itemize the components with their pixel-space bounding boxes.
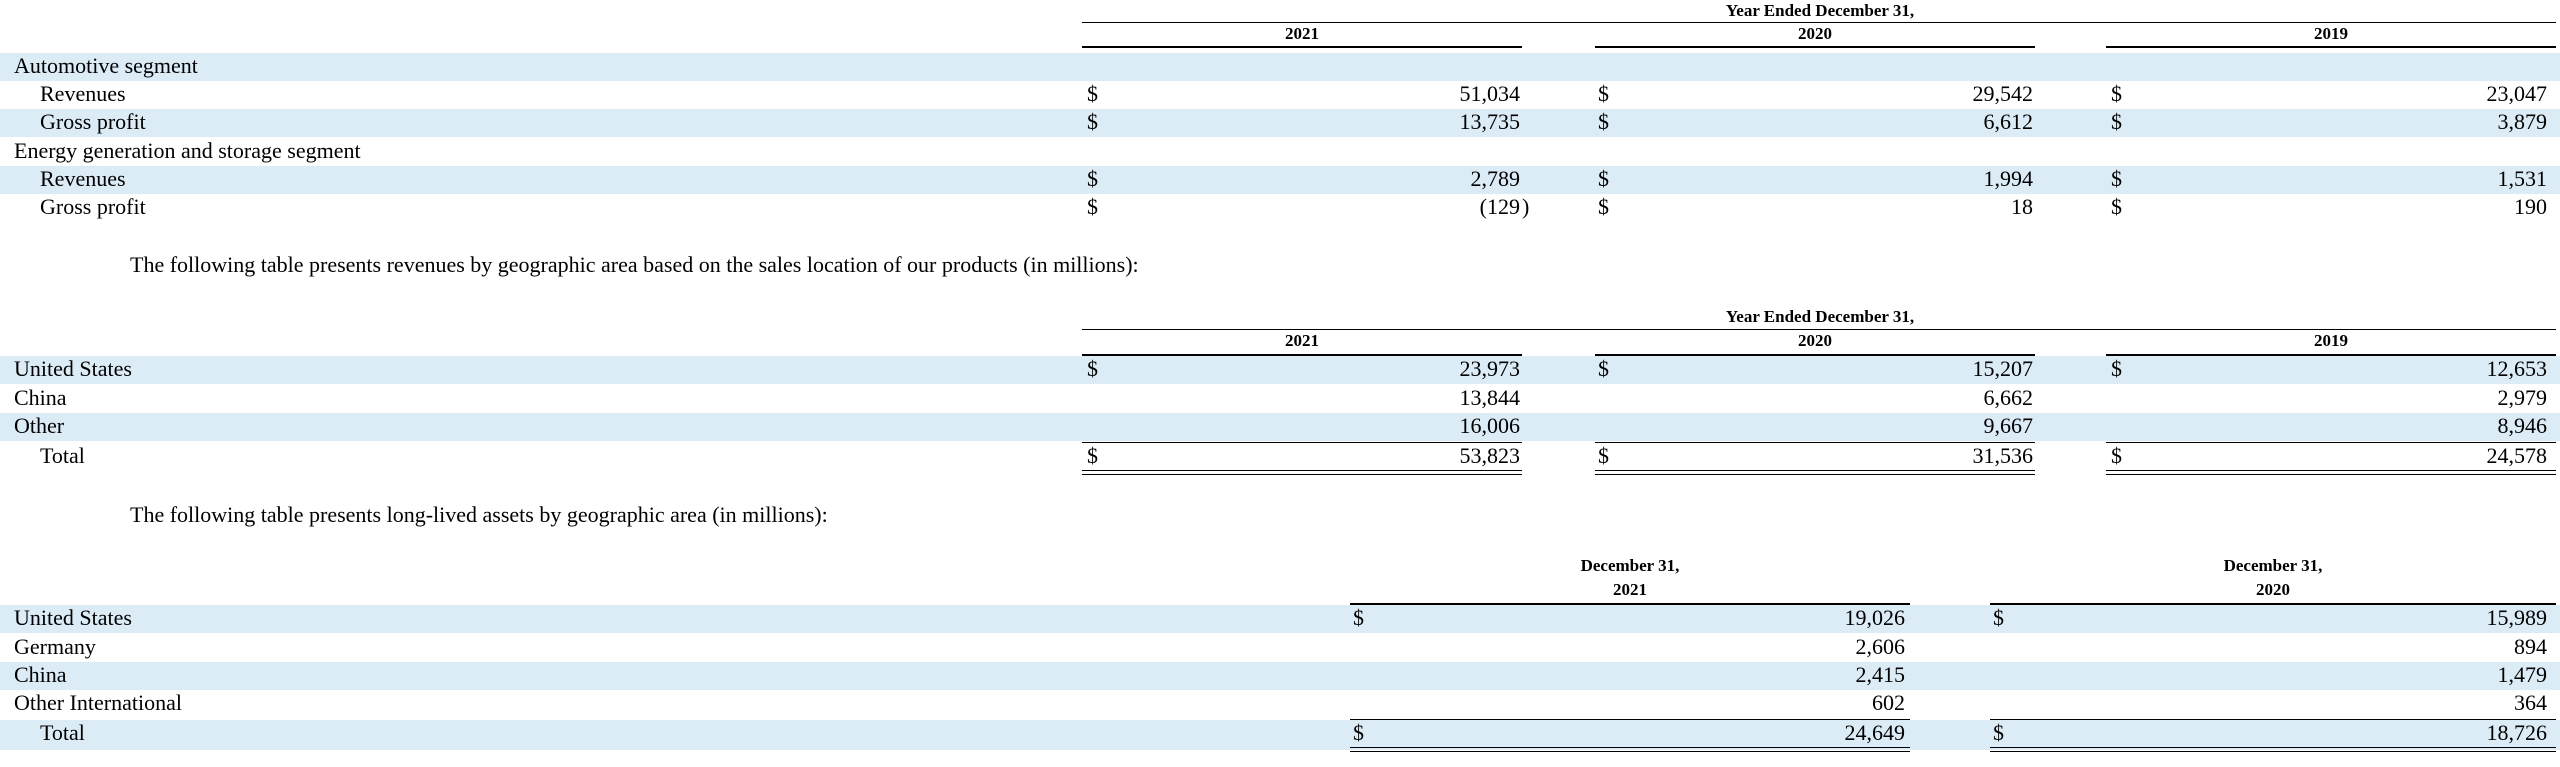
row-band	[0, 109, 2560, 137]
cell-value: 2,606	[1855, 634, 1905, 659]
currency-symbol: $	[1353, 605, 1364, 630]
cell-value: 8,946	[2497, 413, 2547, 438]
row-label: Germany	[14, 634, 96, 659]
cell-value: 6,662	[1983, 385, 2033, 410]
cell-value: 31,536	[1972, 443, 2033, 468]
cell-value: 602	[1872, 690, 1905, 715]
row-band	[0, 53, 2560, 81]
cell-value: 51,034	[1459, 81, 1520, 106]
currency-symbol: $	[1087, 109, 1098, 134]
year-rule	[1595, 46, 2035, 48]
paragraph-geo-revenue: The following table presents revenues by geographic area based on the sales location of our products (in millions):	[130, 252, 1139, 277]
row-label: Other International	[14, 690, 182, 715]
row-label: United States	[14, 356, 132, 381]
cell-value: 190	[2514, 194, 2547, 219]
cell-value: 2,415	[1855, 662, 1905, 687]
cell-value: 29,542	[1972, 81, 2033, 106]
row-label: Gross profit	[40, 194, 146, 219]
total-double-rule	[1595, 470, 2035, 475]
cell-value: 2,979	[2497, 385, 2547, 410]
cell-value: 2,789	[1470, 166, 1520, 191]
year-2021: 2021	[1285, 24, 1319, 43]
row-label: Total	[40, 720, 85, 745]
total-double-rule	[1990, 747, 2556, 752]
row-band	[0, 605, 2560, 633]
row-band	[0, 720, 2560, 750]
currency-symbol: $	[1598, 356, 1609, 381]
year-2019: 2019	[2314, 24, 2348, 43]
currency-symbol: $	[2111, 194, 2122, 219]
cell-value: 3,879	[2497, 109, 2547, 134]
cell-value: (129	[1479, 194, 1520, 219]
currency-symbol: $	[1598, 166, 1609, 191]
cell-value: 13,735	[1459, 109, 1520, 134]
cell-value: 6,612	[1983, 109, 2033, 134]
currency-symbol: $	[1087, 81, 1098, 106]
currency-symbol: $	[2111, 443, 2122, 468]
cell-value: 18	[2011, 194, 2033, 219]
col-header-line2: 2021	[1613, 580, 1647, 599]
row-label: Automotive segment	[14, 53, 198, 78]
cell-value: 13,844	[1459, 385, 1520, 410]
cell-value: 12,653	[2486, 356, 2547, 381]
col-header-line1: December 31,	[2223, 556, 2323, 575]
cell-value: 24,649	[1844, 720, 1905, 745]
row-label: Energy generation and storage segment	[14, 138, 361, 163]
currency-symbol: $	[2111, 356, 2122, 381]
currency-symbol: $	[1598, 443, 1609, 468]
currency-symbol: $	[1598, 109, 1609, 134]
row-band	[0, 413, 2560, 441]
cell-value: 23,973	[1459, 356, 1520, 381]
cell-value: 18,726	[2486, 720, 2547, 745]
cell-value: 23,047	[2486, 81, 2547, 106]
header-rule	[1082, 22, 2556, 23]
currency-symbol: $	[2111, 81, 2122, 106]
row-label: United States	[14, 605, 132, 630]
row-band	[0, 356, 2560, 384]
segment-table-header: Year Ended December 31,	[1725, 1, 1915, 20]
cell-value: 15,207	[1972, 356, 2033, 381]
row-label: Other	[14, 413, 65, 438]
cell-value: 24,578	[2486, 443, 2547, 468]
row-label: Total	[40, 443, 85, 468]
total-double-rule	[1350, 747, 1910, 752]
currency-symbol: $	[1087, 356, 1098, 381]
cell-value: 1,479	[2497, 662, 2547, 687]
row-band	[0, 166, 2560, 194]
row-label: China	[14, 385, 67, 410]
row-label: Revenues	[40, 166, 126, 191]
cell-value: 9,667	[1983, 413, 2033, 438]
col-header-line2: 2020	[2256, 580, 2290, 599]
cell-value: 894	[2514, 634, 2547, 659]
cell-value: 19,026	[1844, 605, 1905, 630]
cell-value: 15,989	[2486, 605, 2547, 630]
year-rule	[1082, 46, 1522, 48]
year-2019: 2019	[2314, 331, 2348, 350]
year-2021: 2021	[1285, 331, 1319, 350]
row-band	[0, 662, 2560, 690]
currency-symbol: $	[1598, 194, 1609, 219]
header-rule	[1082, 329, 2556, 330]
cell-value: 364	[2514, 690, 2547, 715]
total-double-rule	[1082, 470, 1522, 475]
currency-symbol: $	[2111, 166, 2122, 191]
row-label: Gross profit	[40, 109, 146, 134]
cell-value: 1,994	[1983, 166, 2033, 191]
cell-value: 1,531	[2497, 166, 2547, 191]
closing-paren: )	[1522, 194, 1530, 219]
cell-value: 16,006	[1459, 413, 1520, 438]
geo-table-header: Year Ended December 31,	[1725, 307, 1915, 326]
currency-symbol: $	[1993, 720, 2004, 745]
year-rule	[2106, 46, 2556, 48]
row-label: China	[14, 662, 67, 687]
currency-symbol: $	[1598, 81, 1609, 106]
currency-symbol: $	[1993, 605, 2004, 630]
total-double-rule	[2106, 470, 2556, 475]
currency-symbol: $	[1353, 720, 1364, 745]
cell-value: 53,823	[1459, 443, 1520, 468]
currency-symbol: $	[1087, 166, 1098, 191]
row-label: Revenues	[40, 81, 126, 106]
currency-symbol: $	[1087, 194, 1098, 219]
col-header-line1: December 31,	[1580, 556, 1680, 575]
paragraph-long-lived-assets: The following table presents long-lived assets by geographic area (in millions):	[130, 502, 828, 527]
currency-symbol: $	[1087, 443, 1098, 468]
year-2020: 2020	[1798, 331, 1832, 350]
year-2020: 2020	[1798, 24, 1832, 43]
currency-symbol: $	[2111, 109, 2122, 134]
